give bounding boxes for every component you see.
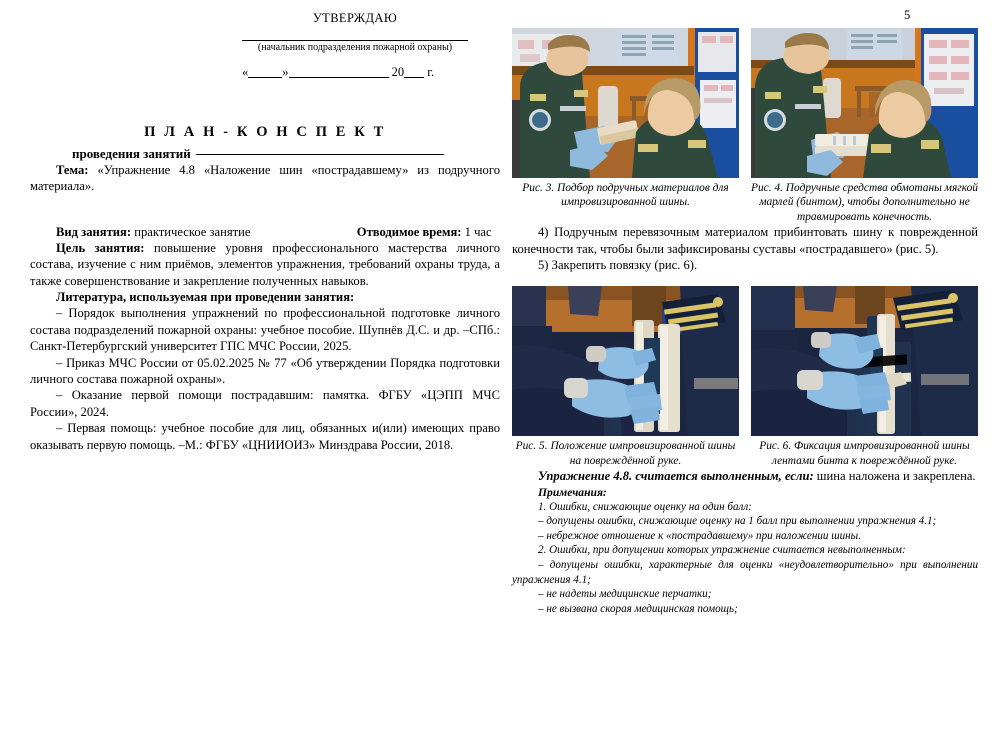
note-item: 1. Ошибки, снижающие оценку на один балл: bbox=[538, 500, 752, 513]
note-item: – допущены ошибки, характерные для оценки «неудовлетворительно» при выполнении упражнения 4.1; bbox=[512, 559, 978, 586]
left-column bbox=[30, 0, 500, 453]
topic-text: «Упражнение 4.8 «Наложение шин «пострадавшему» из подручного материала». bbox=[30, 163, 500, 194]
literature-item: – Первая помощь: учебное пособие для лиц, обязанных и(или) имеющих право оказывать первую помощь. –М.: ФГБУ «ЦНИИОИЗ» Минздрава России, 2018. bbox=[30, 421, 500, 452]
figure-6 bbox=[751, 286, 978, 468]
date-year-suffix: г. bbox=[427, 65, 435, 79]
conclusion-bold-part: Упражнение 4.8. считается выполненным, если: bbox=[538, 469, 814, 484]
literature-heading bbox=[30, 289, 500, 305]
note-item: – небрежное отношение к «пострадавшему» при наложении шины. bbox=[538, 529, 861, 542]
goal-label: Цель занятия: bbox=[56, 240, 145, 255]
figure-4-photo bbox=[751, 28, 978, 178]
literature-item: – Порядок выполнения упражнений по профессиональной подготовке личного состава подразделений пожарной охраны: учебное пособие. Шупнёв Д.С. и др. –СПб.: Санкт-Петербургский университет ГПС МЧС России, 2025. bbox=[30, 306, 500, 354]
subtitle-blank-line bbox=[196, 154, 444, 155]
approval-block bbox=[240, 0, 470, 80]
figure-row-top bbox=[512, 28, 978, 224]
date-quote-close: » bbox=[282, 65, 289, 79]
document-subtitle: проведения занятий bbox=[72, 146, 191, 161]
figure-3 bbox=[512, 28, 739, 210]
date-year-blank bbox=[404, 77, 424, 78]
literature-item: – Приказ МЧС России от 05.02.2025 № 77 «Об утверждении Порядка подготовки личного состава пожарной охраны». bbox=[30, 355, 500, 387]
conclusion-paragraph bbox=[512, 468, 978, 484]
topic-label: Тема: bbox=[56, 163, 89, 177]
right-column bbox=[512, 0, 978, 616]
page-title: П Л А Н - К О Н С П Е К Т bbox=[144, 124, 386, 140]
approval-subtitle: (начальник подразделения пожарной охраны) bbox=[257, 42, 453, 53]
approval-title: УТВЕРЖДАЮ bbox=[312, 11, 398, 25]
step-item-5: 5) Закрепить повязку (рис. 6). bbox=[538, 258, 698, 273]
note-item: 2. Ошибки, при допущении которых упражнение считается невыполненным: bbox=[538, 544, 906, 557]
document-subtitle-row bbox=[30, 146, 500, 162]
figure-5-photo bbox=[512, 286, 739, 436]
figure-3-photo bbox=[512, 28, 739, 178]
note-item: – допущены ошибки, снижающие оценку на 1 балл при выполнении упражнения 4.1; bbox=[538, 515, 937, 528]
goal-paragraph bbox=[30, 240, 500, 289]
goal-text: повышение уровня профессионального мастерства личного состава, изучение с ним приёмов, элементов упражнения, требований охраны труда, а также совершенствование и закрепление полученных навыков. bbox=[30, 240, 500, 288]
figure-row-bottom bbox=[512, 286, 978, 468]
figure-4-caption: Рис. 4. Подручные средства обмотаны мягкой марлей (бинтом), чтобы дополнительно не травмировать конечность. bbox=[751, 182, 978, 223]
figure-6-caption: Рис. 6. Фиксация импровизированной шины лентами бинта к повреждённой руке. bbox=[759, 440, 970, 467]
notes-heading: Примечания: bbox=[538, 485, 607, 499]
literature-heading-text: Литература, используемая при проведении занятия: bbox=[56, 290, 355, 305]
note-item: – не надеты медицинские перчатки; bbox=[538, 588, 712, 601]
allotted-time-label: Отводимое время: bbox=[356, 224, 462, 239]
step-item-4: 4) Подручным перевязочным материалом прибинтовать шину к поврежденной конечности так, чтобы были зафиксированы суставы «пострадавшего» (рис. 5). bbox=[512, 225, 978, 256]
date-month-blank bbox=[289, 77, 389, 78]
date-year-prefix: 20 bbox=[391, 65, 405, 79]
date-quote-open: « bbox=[242, 65, 249, 79]
conclusion-rest: шина наложена и закреплена. bbox=[813, 469, 976, 484]
literature-item: – Оказание первой помощи пострадавшим: памятка. ФГБУ «ЦЭПП МЧС России», 2024. bbox=[30, 388, 500, 419]
figure-3-caption: Рис. 3. Подбор подручных материалов для импровизированной шины. bbox=[522, 182, 729, 209]
date-day-blank bbox=[248, 77, 282, 78]
lesson-kind-label: Вид занятия: bbox=[56, 224, 132, 239]
figure-5-caption: Рис. 5. Положение импровизированной шины на повреждённой руке. bbox=[515, 440, 736, 467]
lesson-kind-value: практическое занятие bbox=[134, 224, 251, 239]
allotted-time-value: 1 час bbox=[464, 224, 492, 239]
approval-signature-line bbox=[242, 27, 468, 41]
note-item: – не вызвана скорая медицинская помощь; bbox=[538, 602, 738, 615]
figure-5 bbox=[512, 286, 739, 468]
page-number: 5 bbox=[904, 8, 911, 22]
approval-date-line bbox=[240, 65, 470, 80]
lesson-kind-row bbox=[30, 225, 500, 240]
figure-4 bbox=[751, 28, 978, 224]
topic-paragraph bbox=[30, 162, 500, 195]
figure-6-photo bbox=[751, 286, 978, 436]
